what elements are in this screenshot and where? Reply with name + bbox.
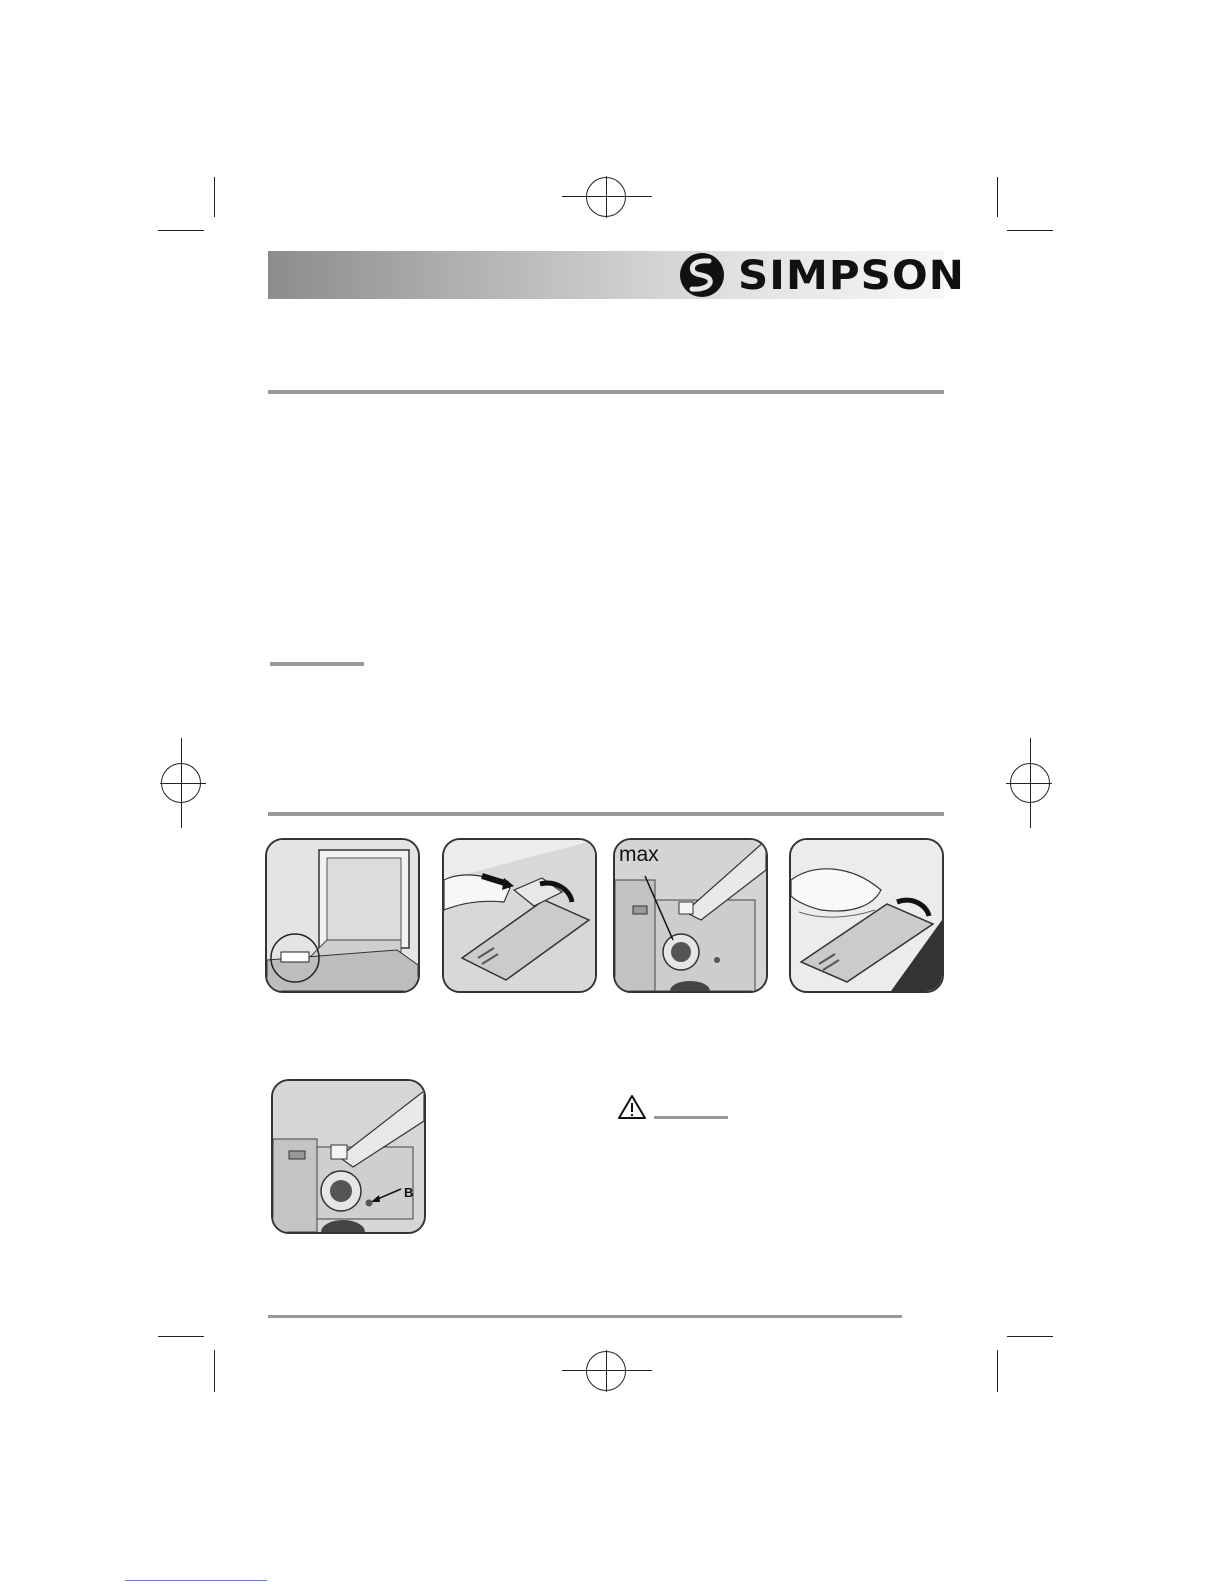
crop-mark [158,230,204,231]
crop-mark [1007,230,1053,231]
crop-mark [1007,1336,1053,1337]
figure-label-b: B [404,1185,414,1200]
registration-mark [586,1351,626,1391]
figure-wipe-close-lid [789,838,944,993]
figure-dishwasher-open [265,838,420,993]
warning-heading-underline [654,1116,728,1119]
crop-mark [997,177,998,217]
brand-name: SIMPSON [738,253,965,299]
figure-dosage-indicator [271,1079,426,1234]
crop-mark [158,1336,204,1337]
simpson-logo-icon [678,252,726,298]
page-link-underline [125,1580,267,1581]
registration-mark [1010,763,1050,803]
section-divider [268,390,944,394]
section-divider [268,812,944,816]
registration-mark [161,763,201,803]
figure-open-dispenser-lid [442,838,597,993]
warning-triangle-icon [617,1094,647,1120]
crop-mark [214,1350,215,1392]
crop-mark [997,1350,998,1392]
subheading-underline [270,662,364,666]
footer-divider [268,1315,902,1318]
registration-mark [586,177,626,217]
crop-mark [214,177,215,217]
figure-label-max: max [619,843,659,866]
